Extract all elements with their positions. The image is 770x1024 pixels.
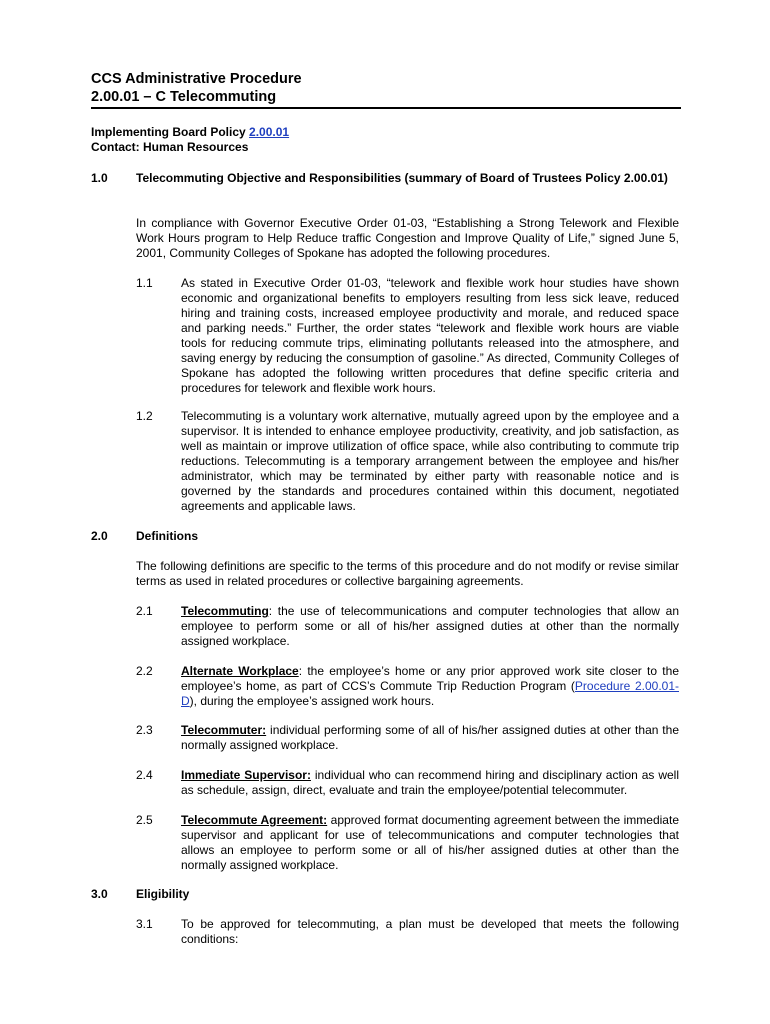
item-2-4-number: 2.4	[136, 768, 153, 782]
section-3-heading: Eligibility	[136, 887, 190, 901]
contact-line: Contact: Human Resources	[91, 140, 249, 154]
implementing-policy	[91, 125, 681, 140]
term-telecommuter: Telecommuter:	[181, 723, 267, 737]
item-2-2-definition-a: : the employee’s home or any prior approved work site closer to the employee’s home, as part of CCS’s Commute Trip Reduction Program (	[181, 664, 679, 693]
document-title-line2: 2.00.01 – C Telecommuting	[91, 89, 277, 105]
section-3-number: 3.0	[91, 887, 108, 901]
item-2-2-number: 2.2	[136, 664, 153, 678]
item-1-1-number: 1.1	[136, 276, 153, 290]
item-2-5-definition: approved format documenting agreement between the immediate supervisor and applicant for use of telecommunications and computer technologies that allows an employee to perform some or all of his/her assigned duties at other than the normally assigned workplace.	[181, 813, 679, 872]
section-2-intro: The following definitions are specific to the terms of this procedure and do not modify or revise similar terms as used in related procedures or collective bargaining agreements.	[136, 559, 679, 588]
section-2-number: 2.0	[91, 529, 108, 543]
term-telecommute-agreement: Telecommute Agreement:	[181, 813, 328, 827]
item-2-1-definition: : the use of telecommunications and computer technologies that allow an employee to perform some or all of his/her assigned duties at other than the normally assigned workplace.	[181, 604, 679, 648]
implementing-policy-label: Implementing Board Policy	[91, 125, 250, 139]
item-2-3-definition: individual performing some of all of his/her assigned duties at other than the normally assigned workplace.	[181, 723, 679, 752]
item-1-2-text: Telecommuting is a voluntary work alternative, mutually agreed upon by the employee and a supervisor. It is intended to enhance employee productivity, creativity, and job satisfaction, as well as maintain or improve utilization of office space, while also contributing to commute trip reductions. Telecommuting is a temporary arrangement between the employee and his/her administrator, which may be terminated by either party with reasonable notice and is governed by the standards and procedures contained within this document, negotiated agreements and applicable laws.	[181, 409, 679, 513]
item-2-3-number: 2.3	[136, 723, 153, 737]
section-1-intro: In compliance with Governor Executive Order 01-03, “Establishing a Strong Telework and Flexible Work Hours program to Help Reduce traffic Congestion and Improve Quality of Life,” signed June 5, 2001, Community Colleges of Spokane has adopted the following procedures.	[136, 216, 679, 260]
item-3-1-text: To be approved for telecommuting, a plan must be developed that meets the following conditions:	[181, 917, 679, 946]
term-alternate-workplace: Alternate Workplace	[181, 664, 299, 678]
document-title-line1: CCS Administrative Procedure	[91, 71, 302, 87]
section-2-heading: Definitions	[136, 529, 198, 543]
item-3-1-number: 3.1	[136, 917, 153, 931]
title-divider	[91, 107, 681, 109]
procedure-link[interactable]: Procedure 2.00.01-D	[181, 679, 679, 708]
section-1-number: 1.0	[91, 171, 108, 185]
item-2-2-text	[181, 664, 679, 709]
term-telecommuting: Telecommuting	[181, 604, 269, 618]
item-2-1-text	[181, 604, 679, 649]
item-1-2-number: 1.2	[136, 409, 153, 423]
term-immediate-supervisor: Immediate Supervisor:	[181, 768, 311, 782]
policy-link[interactable]: 2.00.01	[249, 125, 290, 139]
item-1-1-text: As stated in Executive Order 01-03, “telework and flexible work hour studies have shown economic and organizational benefits to employers resulting from less sick leave, reduced hiring and training costs, increased employee productivity and morale, and reduced space and parking needs.” Further, the order states “telework and flexible work hours are viable tools for reducing commute trips, eliminating pollutants released into the atmosphere, and saving energy by reducing the consumption of gasoline.” As directed, Community Colleges of Spokane has adopted the following written procedures that define specific criteria and procedures for telework and flexible work hours.	[181, 276, 679, 395]
item-2-5-text	[181, 813, 679, 873]
item-2-5-number: 2.5	[136, 813, 153, 827]
item-2-4-text	[181, 768, 679, 798]
item-2-1-number: 2.1	[136, 604, 153, 618]
section-1-heading: Telecommuting Objective and Responsibilities (summary of Board of Trustees Policy 2.00.01)	[136, 171, 668, 185]
item-2-2-definition-b: ), during the employee’s assigned work hours.	[189, 694, 435, 708]
item-2-3-text	[181, 723, 679, 753]
item-2-4-definition: individual who can recommend hiring and disciplinary action as well as schedule, assign, direct, evaluate and train the employee/potential telecommuter.	[181, 768, 680, 797]
